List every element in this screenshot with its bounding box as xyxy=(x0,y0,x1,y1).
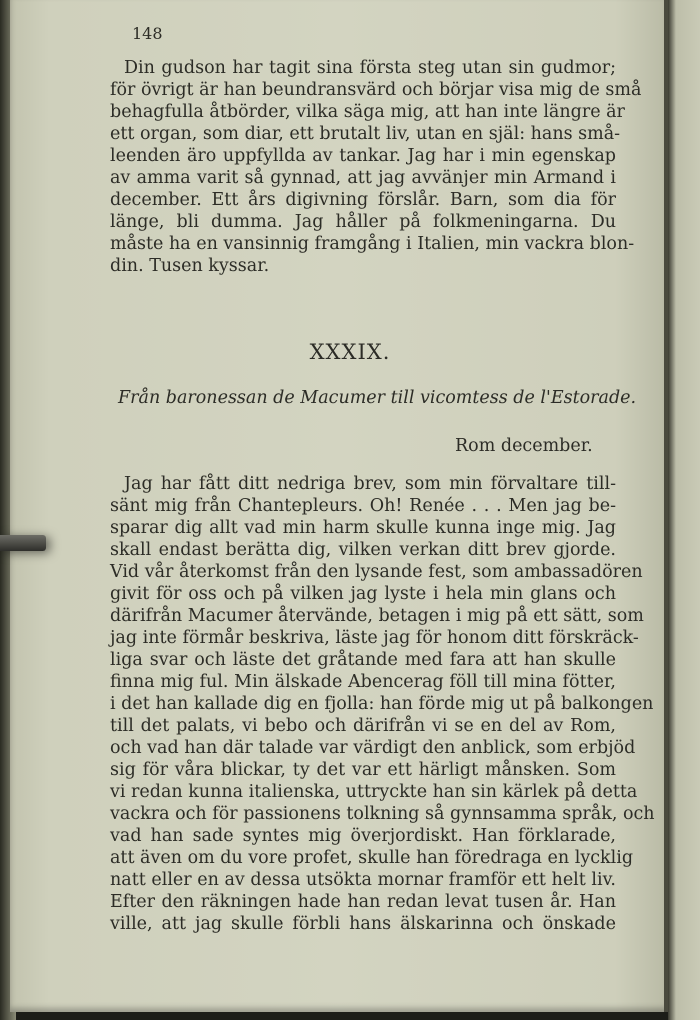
paragraph-line: givit för oss och på vilken jag lyste i hela min glans och xyxy=(110,584,616,604)
paragraph-line: och vad han där talade var värdigt den anblick, som erbjöd xyxy=(110,738,636,758)
paragraph-line: Din gudson har tagit sina första steg utan sin gudmor; xyxy=(124,58,616,78)
paragraph-line: måste ha en vansinnig framgång i Italien, min vackra blon- xyxy=(110,234,635,254)
paragraph-line: ville, att jag skulle förbli hans älskarinna och önskade xyxy=(110,914,616,934)
next-page-edge xyxy=(668,0,700,1020)
paragraph-line: sänt mig från Chantepleurs. Oh! Renée . . . Men jag be- xyxy=(110,496,616,516)
paragraph-line: december. Ett års digivning förslår. Barn, som dia för xyxy=(110,190,616,210)
paragraph-line: skall endast berätta dig, vilken verkan ditt brev gjorde. xyxy=(110,540,616,560)
paragraph-line: vackra och för passionens tolkning så gynnsamma språk, och xyxy=(110,804,655,824)
paragraph-line: därifrån Macumer återvände, betagen i mig på ett sätt, som xyxy=(110,606,644,626)
chapter-subtitle: Från baronessan de Macumer till vicomtess de l'Estorade. xyxy=(118,388,637,408)
paragraph-line: i det han kallade dig en fjolla: han förde mig ut på balkongen xyxy=(110,694,654,714)
paragraph-line: Efter den räkningen hade han redan levat tusen år. Han xyxy=(110,892,616,912)
paragraph-line: ett organ, som diar, ett brutalt liv, utan en själ: hans små- xyxy=(110,124,621,144)
paragraph-line: sig för våra blickar, ty det var ett härligt månsken. Som xyxy=(110,760,616,780)
paragraph-line: till det palats, vi bebo och därifrån vi se en del av Rom, xyxy=(110,716,616,736)
paragraph-line: leenden äro uppfyllda av tankar. Jag har i min egenskap xyxy=(110,146,616,166)
paragraph-line: behagfulla åtbörder, vilka säga mig, att han inte längre är xyxy=(110,102,625,122)
chapter-title: XXXIX. xyxy=(309,340,391,364)
paragraph-line: för övrigt är han beundransvärd och börjar visa mig de små xyxy=(110,80,642,100)
paragraph-line: vad han sade syntes mig överjordiskt. Han förklarade, xyxy=(110,826,616,846)
paragraph-line: Jag har fått ditt nedriga brev, som min förvaltare till- xyxy=(124,474,616,494)
paragraph-line: vi redan kunna italienska, uttryckte han sin kärlek på detta xyxy=(110,782,638,802)
paragraph-line: liga svar och läste det gråtande med fara att han skulle xyxy=(110,650,616,670)
paragraph-line: jag inte förmår beskriva, läste jag för honom ditt förskräck- xyxy=(110,628,639,648)
paragraph-line: Vid vår återkomst från den lysande fest, som ambassadören xyxy=(110,562,643,582)
paragraph-line: länge, bli dumma. Jag håller på folkmeningarna. Du xyxy=(110,212,616,232)
paragraph-line: finna mig ful. Min älskade Abencerag föll till mina fötter, xyxy=(110,672,616,692)
paragraph-line: din. Tusen kyssar. xyxy=(110,256,270,276)
letter-place-date: Rom december. xyxy=(455,436,593,456)
bookmark-ribbon xyxy=(0,535,46,551)
paragraph-line: natt eller en av dessa utsökta mornar framför ett helt liv. xyxy=(110,870,616,890)
paragraph-line: av amma varit så gynnad, att jag avvänjer min Armand i xyxy=(110,168,616,188)
page-number: 148 xyxy=(132,24,163,43)
paragraph-line: sparar dig allt vad min harm skulle kunna inge mig. Jag xyxy=(110,518,616,538)
paragraph-line: att även om du vore profet, skulle han föredraga en lycklig xyxy=(110,848,634,868)
